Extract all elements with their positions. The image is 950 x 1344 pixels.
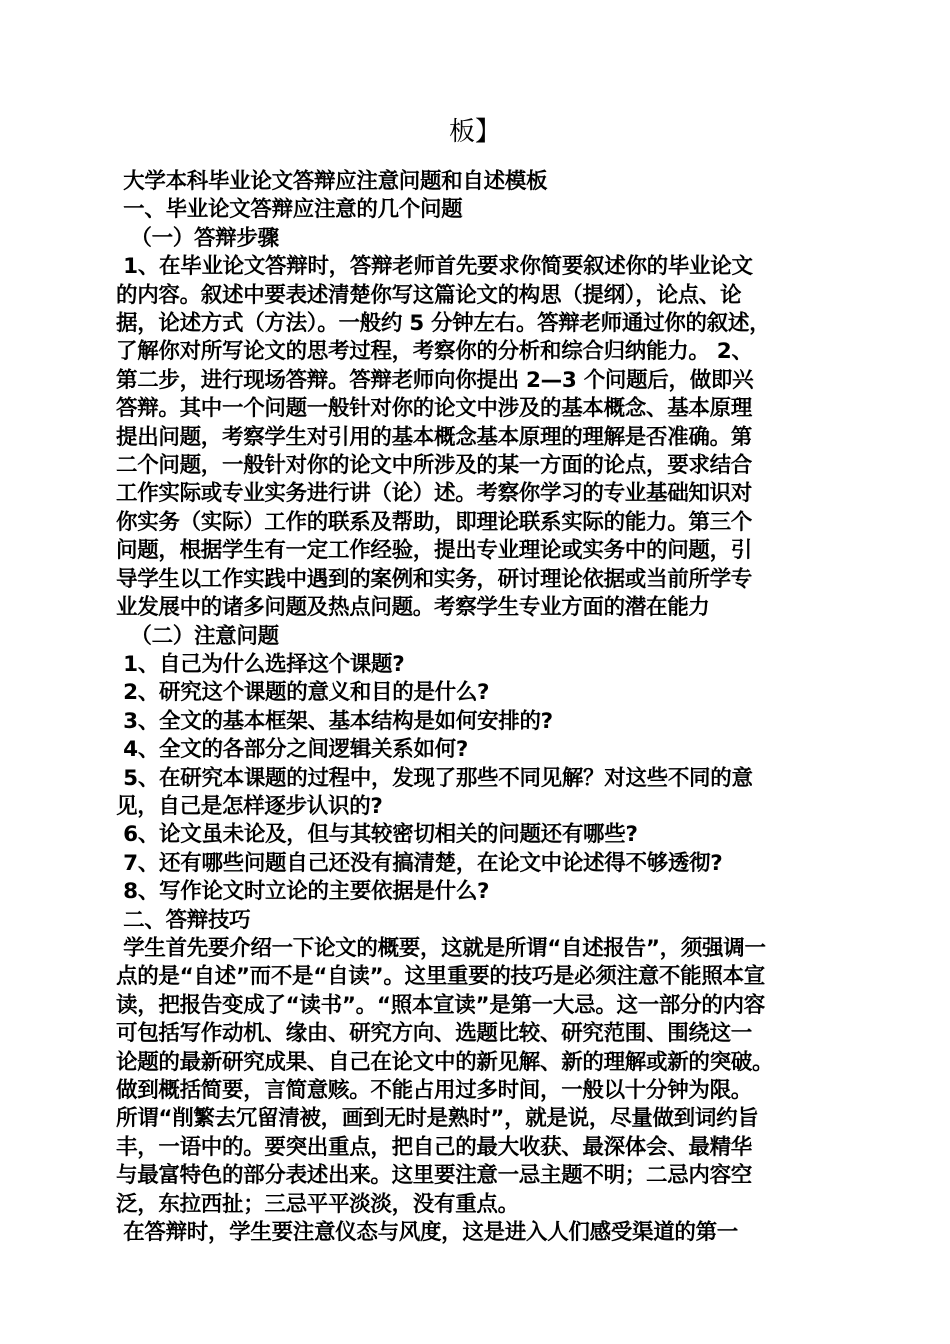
paragraph-line: 可包括写作动机、缘由、研究方向、选题比较、研究范围、围绕这一 (116, 1021, 753, 1047)
paragraph-line: 读，把报告变成了“读书”。“照本宣读”是第一大忌。这一部分的内容 (116, 992, 765, 1018)
paragraph-line: 业发展中的诸多问题及热点问题。考察学生专业方面的潜在能力 (116, 595, 710, 621)
section-heading-2: 二、答辩技巧 (116, 907, 251, 933)
paragraph-line: 据，论述方式（方法）。一般约 5 分钟左右。答辩老师通过你的叙述， (116, 311, 771, 337)
paragraph-line: 丰，一语中的。要突出重点，把自己的最大收获、最深体会、最精华 (116, 1134, 753, 1160)
paragraph-line: 论题的最新研究成果、自己在论文中的新见解、新的理解或新的突破。 (116, 1049, 774, 1075)
paragraph-line: 工作实际或专业实务进行讲（论）述。考察你学习的专业基础知识对 (116, 481, 753, 507)
paragraph-line: 泛，东拉西扯；三忌平平淡淡，没有重点。 (116, 1191, 519, 1217)
subsection-heading-steps: （一）答辩步骤 (116, 225, 279, 251)
paragraph-line: 的内容。叙述中要表述清楚你写这篇论文的构思（提纲），论点、论 (116, 282, 742, 308)
question-item: 见，自己是怎样逐步认识的? (116, 793, 383, 819)
paragraph-line: 1、在毕业论文答辩时，答辩老师首先要求你简要叙述你的毕业论文 (116, 254, 753, 280)
page-header-fragment: 板】 (448, 117, 501, 147)
question-item: 4、全文的各部分之间逻辑关系如何? (116, 737, 469, 763)
paragraph-line: 了解你对所写论文的思考过程，考察你的分析和综合归纳能力。 2、 (116, 339, 753, 365)
paragraph-line: 所谓“削繁去冗留清被，画到无时是熟时”，就是说，尽量做到词约旨 (116, 1106, 759, 1132)
question-item: 2、研究这个课题的意义和目的是什么? (116, 680, 490, 706)
document-title: 大学本科毕业论文答辩应注意问题和自述模板 (116, 169, 548, 194)
paragraph-line: 问题，根据学生有一定工作经验，提出专业理论或实务中的问题，引 (116, 538, 753, 564)
paragraph-line: 导学生以工作实践中遇到的案例和实务，研讨理论依据或当前所学专 (116, 566, 753, 592)
paragraph-line: 与最富特色的部分表述出来。这里要注意一忌主题不明；二忌内容空 (116, 1163, 753, 1189)
document-body (116, 168, 842, 1247)
paragraph-line: 点的是“自述”而不是“自读”。这里重要的技巧是必须注意不能照本宣 (116, 964, 765, 990)
paragraph-line: 在答辩时，学生要注意仪态与风度，这是进入人们感受渠道的第一 (116, 1220, 738, 1246)
paragraph-line: 答辩。其中一个问题一般针对你的论文中涉及的基本概念、基本原理 (116, 396, 753, 422)
question-item: 3、全文的基本框架、基本结构是如何安排的? (116, 708, 553, 734)
question-item: 1、自己为什么选择这个课题? (116, 651, 405, 677)
paragraph-line: 第二步，进行现场答辩。答辩老师向你提出 2—3 个问题后，做即兴 (116, 367, 754, 393)
question-item: 8、写作论文时立论的主要依据是什么? (116, 879, 490, 905)
paragraph-line: 二个问题，一般针对你的论文中所涉及的某一方面的论点，要求结合 (116, 453, 753, 479)
subsection-heading-notes: （二）注意问题 (116, 623, 279, 649)
paragraph-line: 提出问题，考察学生对引用的基本概念基本原理的理解是否准确。第 (116, 424, 753, 450)
question-item: 6、论文虽未论及，但与其较密切相关的问题还有哪些? (116, 822, 638, 848)
question-item: 5、在研究本课题的过程中，发现了那些不同见解？对这些不同的意 (116, 765, 753, 791)
paragraph-line: 做到概括简要，言简意赅。不能占用过多时间，一般以十分钟为限。 (116, 1078, 753, 1103)
section-heading-1: 一、毕业论文答辩应注意的几个问题 (116, 197, 463, 223)
paragraph-line: 学生首先要介绍一下论文的概要，这就是所谓“自述报告”，须强调一 (116, 935, 766, 961)
question-item: 7、还有哪些问题自己还没有搞清楚，在论文中论述得不够透彻? (116, 850, 723, 876)
paragraph-line: 你实务（实际）工作的联系及帮助，即理论联系实际的能力。第三个 (116, 509, 753, 535)
